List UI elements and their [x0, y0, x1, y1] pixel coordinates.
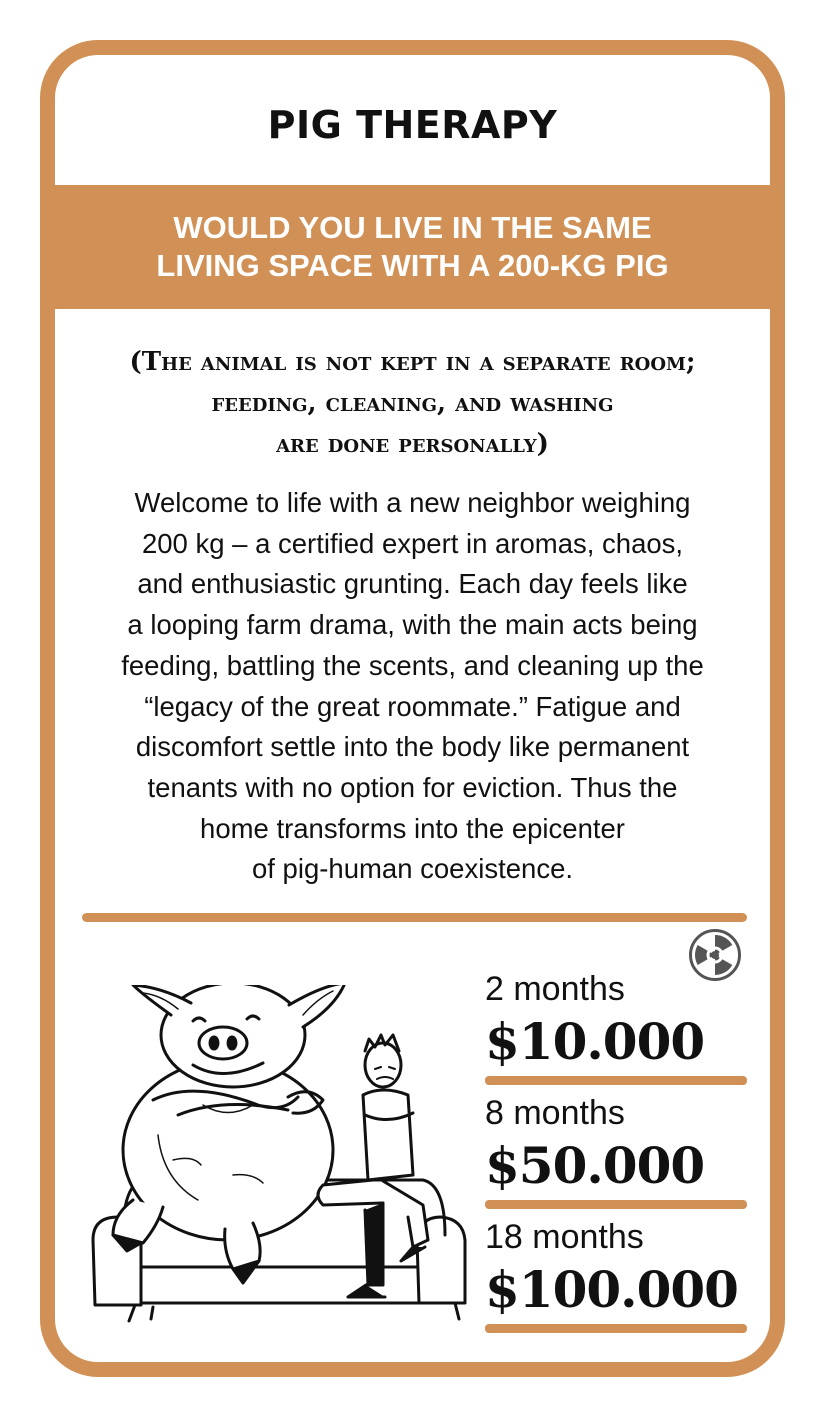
description-line: home transforms into the epicenter [200, 812, 625, 844]
question-banner [55, 185, 770, 309]
condition-line: are done personally) [276, 429, 549, 459]
description [85, 483, 740, 890]
price-tier [485, 1084, 747, 1208]
description-line: and enthusiastic grunting. Each day feels like [137, 568, 688, 600]
tier-duration: 8 months [485, 1094, 625, 1132]
price-tier [485, 960, 747, 1084]
description-line: of pig-human coexistence. [251, 853, 574, 885]
condition-note [75, 342, 750, 465]
tier-price: $10.000 [485, 1012, 705, 1071]
description-line: discomfort settle into the body like permanent [135, 731, 690, 763]
pig-and-man-on-sofa-illustration [83, 985, 483, 1335]
question-line: LIVING SPACE WITH A 200-KG PIG [156, 248, 669, 283]
challenge-card [40, 40, 785, 1377]
description-line: 200 kg – a certified expert in aromas, chaos, [141, 527, 684, 559]
description-line: feeding, battling the scents, and cleaning up the [121, 649, 704, 681]
question-line: WOULD YOU LIVE IN THE SAME [173, 210, 652, 245]
tier-duration: 18 months [485, 1218, 644, 1256]
tier-price: $50.000 [485, 1136, 705, 1195]
tier-underline [485, 1324, 747, 1333]
price-list [485, 960, 747, 1332]
tier-price: $100.000 [485, 1260, 738, 1319]
description-line: tenants with no option for eviction. Thus the [147, 771, 678, 803]
condition-line: feeding, cleaning, and washing [211, 388, 614, 418]
description-line: Welcome to life with a new neighbor weighing [134, 487, 691, 518]
description-line: a looping farm drama, with the main acts being [127, 609, 698, 641]
price-tier [485, 1208, 747, 1332]
card-title: PIG THERAPY [267, 103, 558, 147]
condition-line: (The animal is not kept in a separate room; [129, 347, 696, 377]
tier-duration: 2 months [485, 970, 625, 1008]
question-text [103, 209, 723, 285]
description-line: “legacy of the great roommate.” Fatigue and [144, 690, 681, 722]
section-divider [82, 913, 747, 922]
